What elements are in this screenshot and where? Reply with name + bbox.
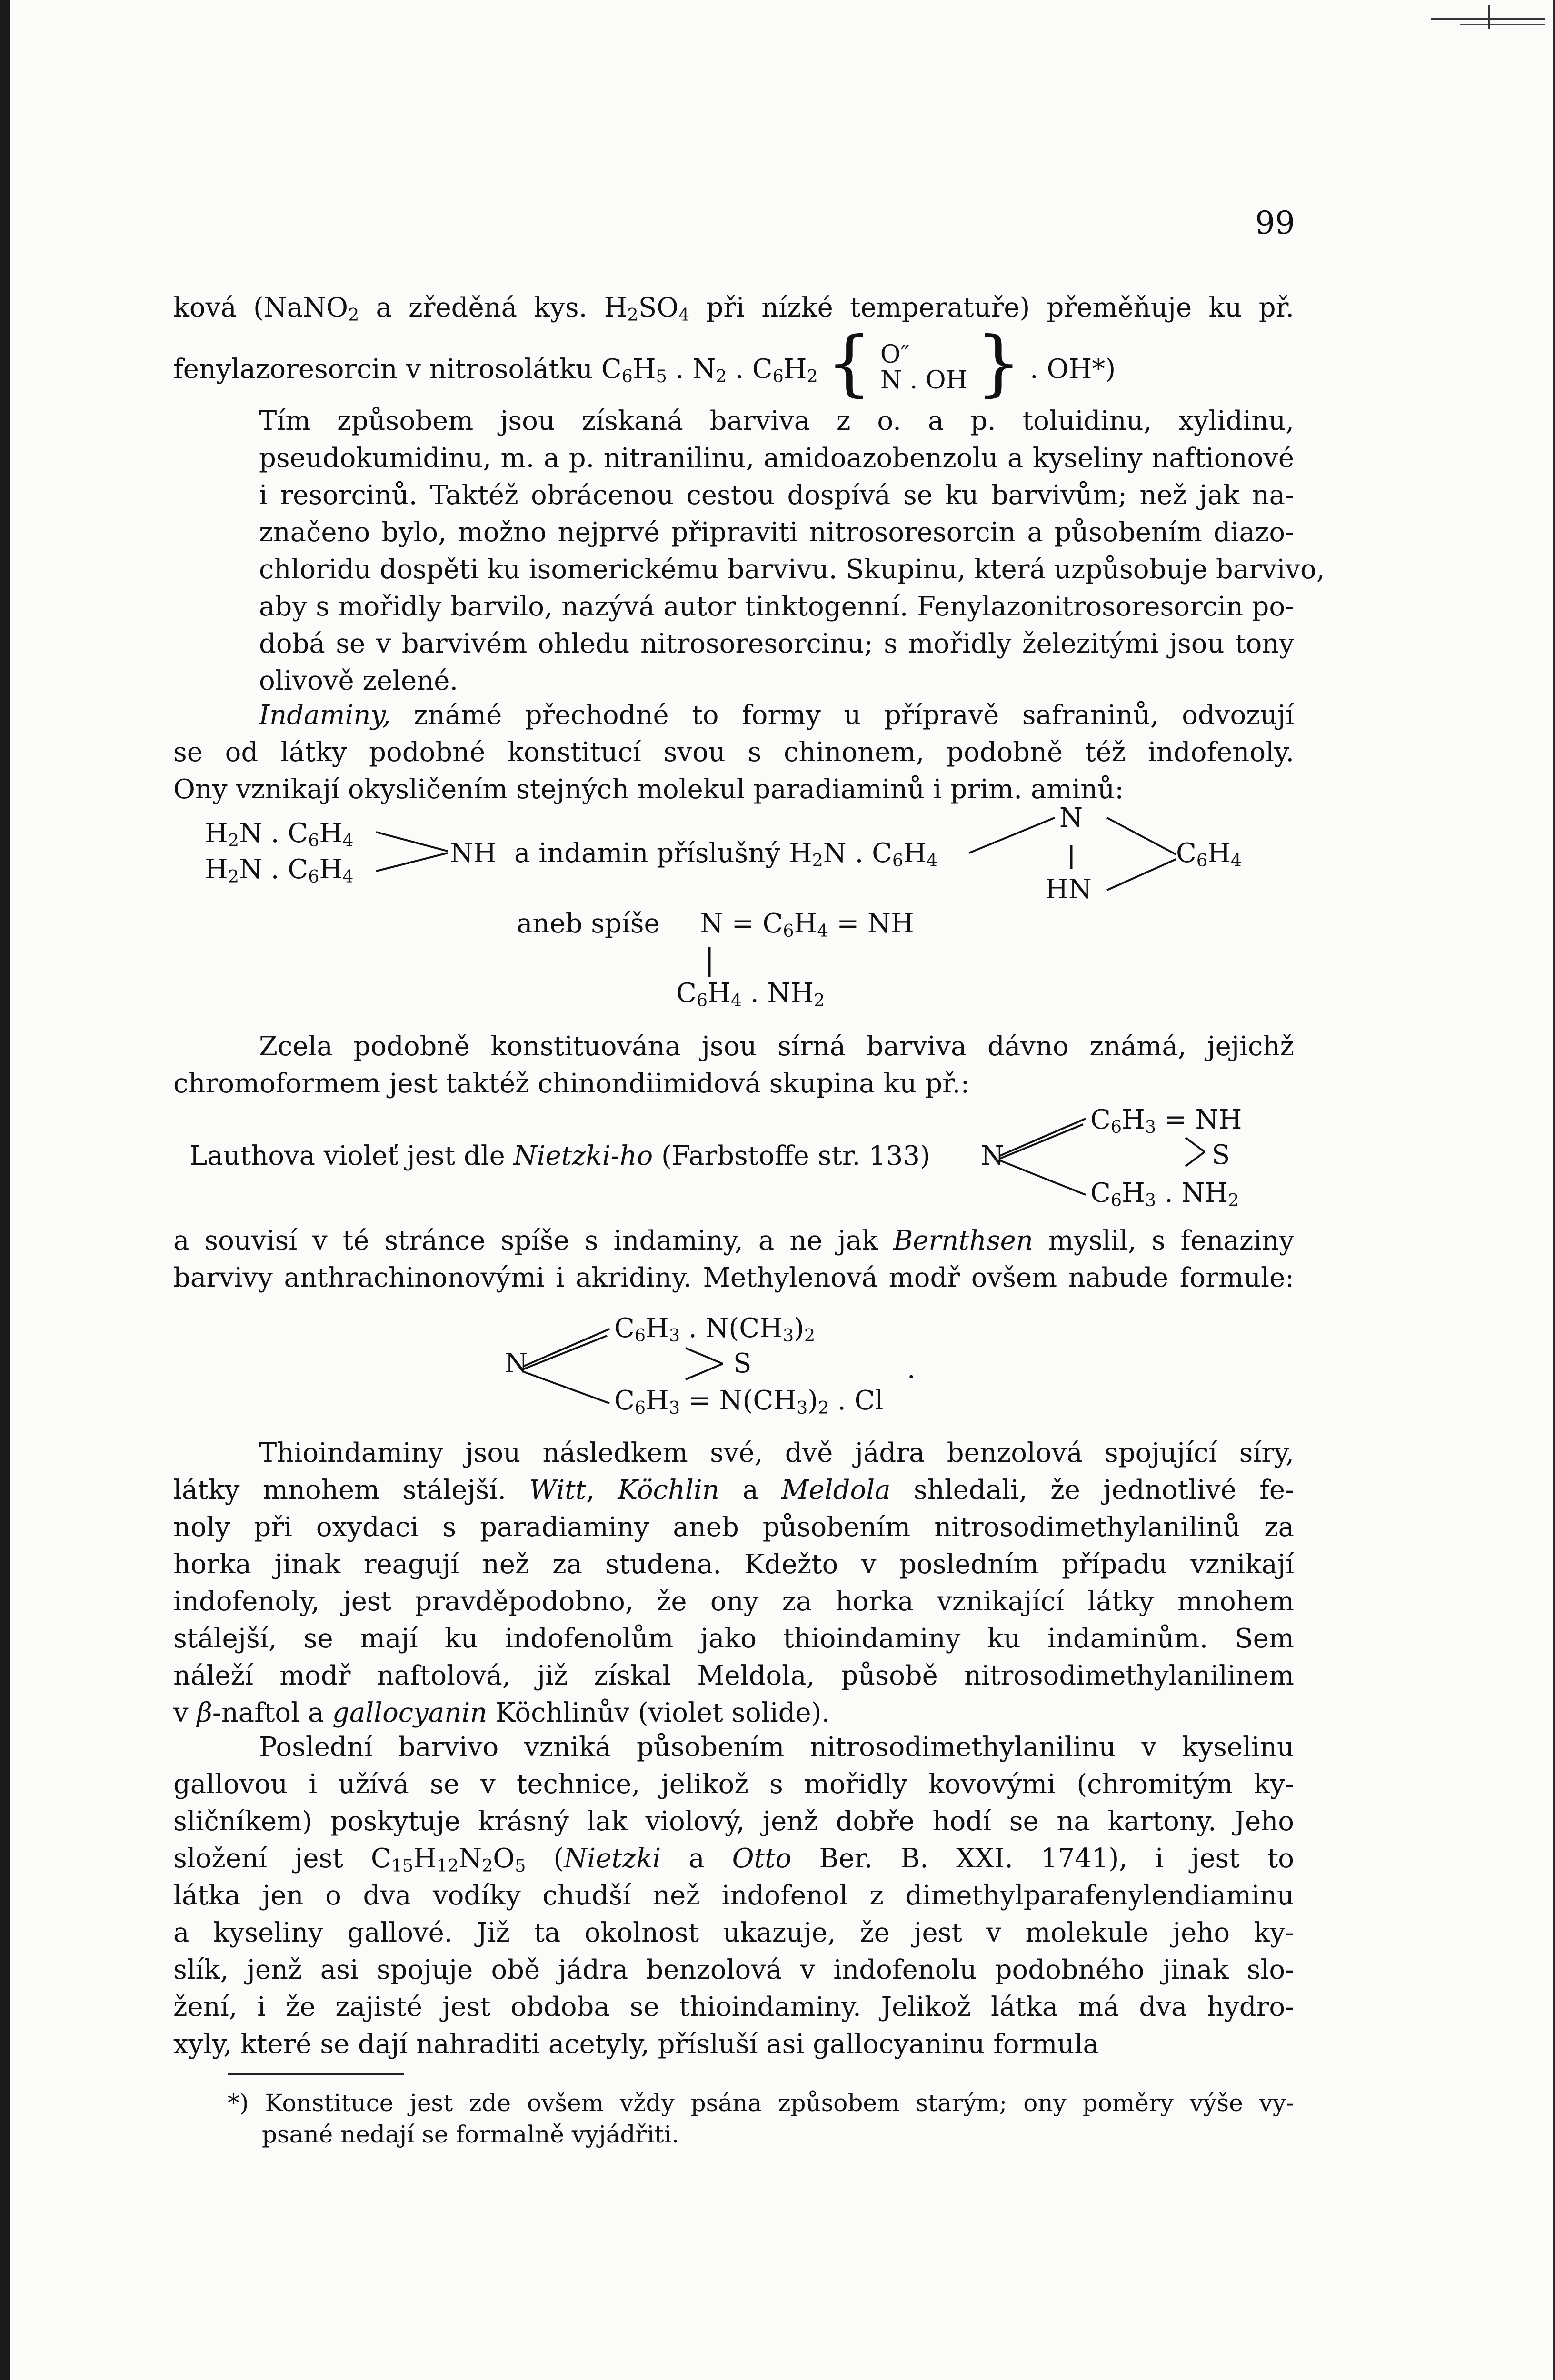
methylene-s: S	[733, 1348, 752, 1379]
text-line: Indaminy, známé přechodné to formy u přípravě safraninů, odvozují	[259, 700, 1294, 731]
text-line: pseudokumidinu, m. a p. nitranilinu, amidoazobenzolu a kyseliny naftionové	[259, 443, 1294, 474]
methylene-top: $C_6H_3$ . $N(CH_3)_2$	[614, 1313, 816, 1346]
lauth-n: N	[981, 1140, 1004, 1171]
paragraph-nitrosolate	[173, 289, 1294, 327]
page-edge-left	[0, 0, 10, 2380]
text-line: látky mnohem stálejší. Witt, Köchlin a Meldola shledali, že jednotlivé fe-	[173, 1475, 1294, 1506]
text-line: gallovou i užívá se v technice, jelikož s mořidly kovovými (chromitým ky-	[173, 1769, 1294, 1800]
ring-c6h4: $C_6H_4$	[1176, 838, 1242, 871]
paragraph-sulfur-dyes	[173, 1028, 1294, 1102]
text-line: horka jinak reagují než za studena. Kdežto v posledním případu vznikají	[173, 1549, 1294, 1580]
methylene-dot: .	[907, 1354, 916, 1385]
text-line: noly při oxydaci s paradiaminy aneb působením nitrosodimethylanilinů za	[173, 1512, 1294, 1543]
text-line: Thioindaminy jsou následkem své, dvě jádra benzolová spojující síry,	[259, 1438, 1294, 1468]
vertical-bond	[705, 947, 714, 981]
paragraph-thioindaminy	[173, 1435, 1294, 1732]
lauth-top: $C_6H_3$ = NH	[1090, 1104, 1242, 1138]
ring-n: N	[1059, 803, 1083, 833]
text-line: Zcela podobně konstituována jsou sírná barviva dávno známá, jejichž	[259, 1031, 1294, 1062]
text-line: žení, i že zajisté jest obdoba se thioindaminy. Jelikož látka má dva hydro-	[173, 1992, 1294, 2023]
text-line: xyly, které se dají nahraditi acetyly, přísluší asi gallocyaninu formula	[173, 2029, 1099, 2060]
text-line: náleží modř naftolová, již získal Meldola, působě nitrosodimethylanilinem	[173, 1660, 1294, 1691]
below-formula: $C_6H_4$ . $NH_2$	[676, 978, 825, 1011]
corner-crop-marks	[1431, 5, 1545, 29]
text-line: dobá se v barvivém ohledu nitrosoresorcinu; s mořidly železitými jsou tony	[259, 628, 1294, 659]
text-line: indofenoly, jest pravděpodobno, že ony za horka vznikající látky mnohem	[173, 1586, 1294, 1617]
text-line: značeno bylo, možno nejprvé připraviti nitrosoresorcin a působením diazo-	[259, 517, 1294, 548]
text-line: olivově zelené.	[259, 665, 459, 696]
paragraph-bernthsen	[173, 1222, 1294, 1297]
text-line: Tím způsobem jsou získaná barviva z o. a p. toluidinu, xylidinu,	[259, 406, 1294, 436]
indamin-middle: a indamin příslušný $H_2N$ . $C_6H_4$	[514, 838, 938, 871]
text-line: složení jest $C_{15}H_{12}N_2O_5$ (Nietzki a Otto Ber. B. XXI. 1741), i jest to	[173, 1843, 1294, 1876]
footnote	[228, 2087, 1294, 2150]
text-line: chromoformem jest taktéž chinondiimidová skupina ku př.:	[173, 1068, 970, 1099]
text-line: Ony vznikají okysličením stejných molekul paradiaminů i prim. aminů:	[173, 774, 1124, 805]
text-line: i resorcinů. Taktéž obrácenou cestou dospívá se ku barvivům; než jak na-	[259, 480, 1294, 511]
aneb-label: aneb spíše	[517, 908, 660, 939]
nitrosolate-formula: fenylazoresorcin v nitrosolátku $C_6H_5$ . $N_2$ . $C_6H_2$ { O″ N . OH } . OH*)	[173, 322, 1116, 405]
page-number: 99	[1255, 205, 1295, 241]
quinone-formula: $N = C_6H_4$ = NH	[700, 908, 914, 942]
nh-group: NH	[450, 838, 497, 869]
indamin-bond-lines	[376, 823, 452, 885]
paragraph-indaminy	[173, 697, 1294, 808]
lauth-bottom: $C_6H_3$ . $NH_2$	[1090, 1178, 1239, 1211]
footnote-rule	[228, 2073, 404, 2075]
ring-hn: HN	[1045, 874, 1092, 905]
methylene-n: N	[505, 1348, 528, 1379]
text-line: chloridu dospěti ku isomerickému barvivu. Skupinu, která uzpůsobuje barvivo,	[259, 554, 1325, 585]
footnote-line: psané nedají se formalně vyjádřiti.	[262, 2121, 679, 2148]
lauth-s: S	[1212, 1140, 1230, 1170]
text-line: barvivy anthrachinonovými i akridiny. Methylenová modř ovšem nabude formule:	[173, 1262, 1294, 1293]
text-line: v β-naftol a gallocyanin Köchlinův (violet solide).	[173, 1697, 830, 1728]
text-line: stálejší, se mají ku indofenolům jako thioindaminy ku indaminům. Sem	[173, 1623, 1294, 1654]
methylene-bottom: $C_6H_3 = N(CH_3)_2$ . Cl	[614, 1385, 884, 1418]
footnote-line: *) Konstituce jest zde ovšem vždy psána způsobem starým; ony poměry výše vy-	[228, 2089, 1294, 2117]
lauth-caption: Lauthova violeť jest dle Nietzki-ho (Farbstoffe str. 133)	[189, 1140, 930, 1171]
text-line: slík, jenž asi spojuje obě jádra benzolová v indofenolu podobného jinak slo-	[173, 1954, 1294, 1985]
text-line: a kyseliny gallové. Již ta okolnost ukazuje, že jest v molekule jeho ky-	[173, 1917, 1294, 1948]
text-line: látka jen o dva vodíky chudší než indofenol z dimethylparafenylendiaminu	[173, 1880, 1294, 1911]
text-line: sličníkem) poskytuje krásný lak violový, jenž dobře hodí se na kartony. Jeho	[173, 1806, 1294, 1837]
paragraph-dyes	[173, 403, 1325, 700]
paragraph-gallocyanin	[173, 1729, 1294, 2063]
text-line: se od látky podobné konstitucí svou s chinonem, podobně též indofenoly.	[173, 737, 1294, 768]
text-line: ková (NaNO$_2$ a zředěná kys. $H_2SO_4$ při nízké temperatuře) přeměňuje ku př.	[173, 292, 1294, 326]
text-line: aby s mořidly barvilo, nazývá autor tinktogenní. Fenylazonitrosoresorcin po-	[259, 591, 1294, 622]
text-line: a souvisí v té stránce spíše s indaminy, a ne jak Bernthsen myslil, s fenaziny	[173, 1225, 1294, 1256]
text-line: Poslední barvivo vzniká působením nitrosodimethylanilinu v kyselinu	[259, 1732, 1294, 1763]
page-edge-right	[1553, 0, 1555, 2380]
